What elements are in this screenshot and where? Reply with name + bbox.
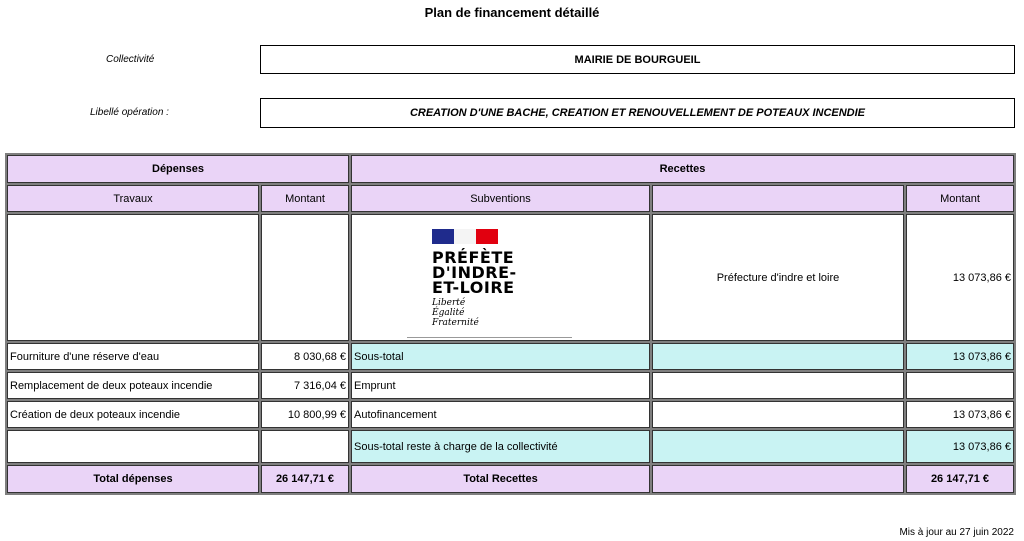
motto-line: Liberté [432, 298, 466, 308]
page-title: Plan de financement détaillé [424, 5, 600, 20]
travaux-empty-cell [7, 430, 259, 463]
french-flag-icon [432, 229, 498, 244]
autofinancement-label: Autofinancement [351, 401, 650, 428]
emprunt-blank [652, 372, 904, 399]
depense-montant: 10 800,99 € [261, 401, 349, 428]
total-depenses-value: 26 147,71 € [261, 465, 349, 493]
logo-line: ET-LOIRE [432, 278, 515, 297]
logo-cell [351, 214, 650, 341]
montant-empty-cell [261, 214, 349, 341]
reste-value: 13 073,86 € [906, 430, 1014, 463]
total-recettes-value: 26 147,71 € [906, 465, 1014, 493]
emprunt-label: Emprunt [351, 372, 650, 399]
motto-line: Égalité [432, 308, 465, 318]
operation-label: Libellé opération : [90, 107, 169, 118]
collectivite-value: MAIRIE DE BOURGUEIL [260, 45, 1015, 74]
travaux-header: Travaux [7, 185, 259, 212]
montant-empty-cell [261, 430, 349, 463]
operation-value: CREATION D'UNE BACHE, CREATION ET RENOUVELLEMENT DE POTEAUX INCENDIE [260, 98, 1015, 128]
update-date: Mis à jour au 27 juin 2022 [899, 527, 1014, 538]
subventions-header: Subventions [351, 185, 650, 212]
depense-montant: 7 316,04 € [261, 372, 349, 399]
collectivite-label: Collectivité [106, 54, 155, 65]
reste-label: Sous-total reste à charge de la collectivité [351, 430, 650, 463]
sous-total-label: Sous-total [351, 343, 650, 370]
subvention-organisme: Préfecture d'indre et loire [652, 214, 904, 341]
sous-total-blank [652, 343, 904, 370]
depense-montant: 8 030,68 € [261, 343, 349, 370]
logo-line: PRÉFÈTE [432, 248, 515, 267]
sous-total-value: 13 073,86 € [906, 343, 1014, 370]
depense-travaux: Fourniture d'une réserve d'eau [7, 343, 259, 370]
total-blank [652, 465, 904, 493]
travaux-empty-cell [7, 214, 259, 341]
financing-table [5, 153, 1016, 495]
depenses-header: Dépenses [7, 155, 349, 183]
total-depenses-label: Total dépenses [7, 465, 259, 493]
autofinancement-value: 13 073,86 € [906, 401, 1014, 428]
prefete-logo [432, 229, 542, 328]
recettes-header: Recettes [351, 155, 1014, 183]
montant-recettes-header: Montant [906, 185, 1014, 212]
blank-header [652, 185, 904, 212]
motto-line: Fraternité [432, 318, 479, 328]
depense-travaux: Création de deux poteaux incendie [7, 401, 259, 428]
subvention-montant: 13 073,86 € [906, 214, 1014, 341]
reste-blank [652, 430, 904, 463]
total-recettes-label: Total Recettes [351, 465, 650, 493]
logo-underline [407, 337, 572, 338]
depense-travaux: Remplacement de deux poteaux incendie [7, 372, 259, 399]
logo-line: D'INDRE- [432, 263, 517, 282]
montant-header: Montant [261, 185, 349, 212]
autofinancement-blank [652, 401, 904, 428]
emprunt-value [906, 372, 1014, 399]
